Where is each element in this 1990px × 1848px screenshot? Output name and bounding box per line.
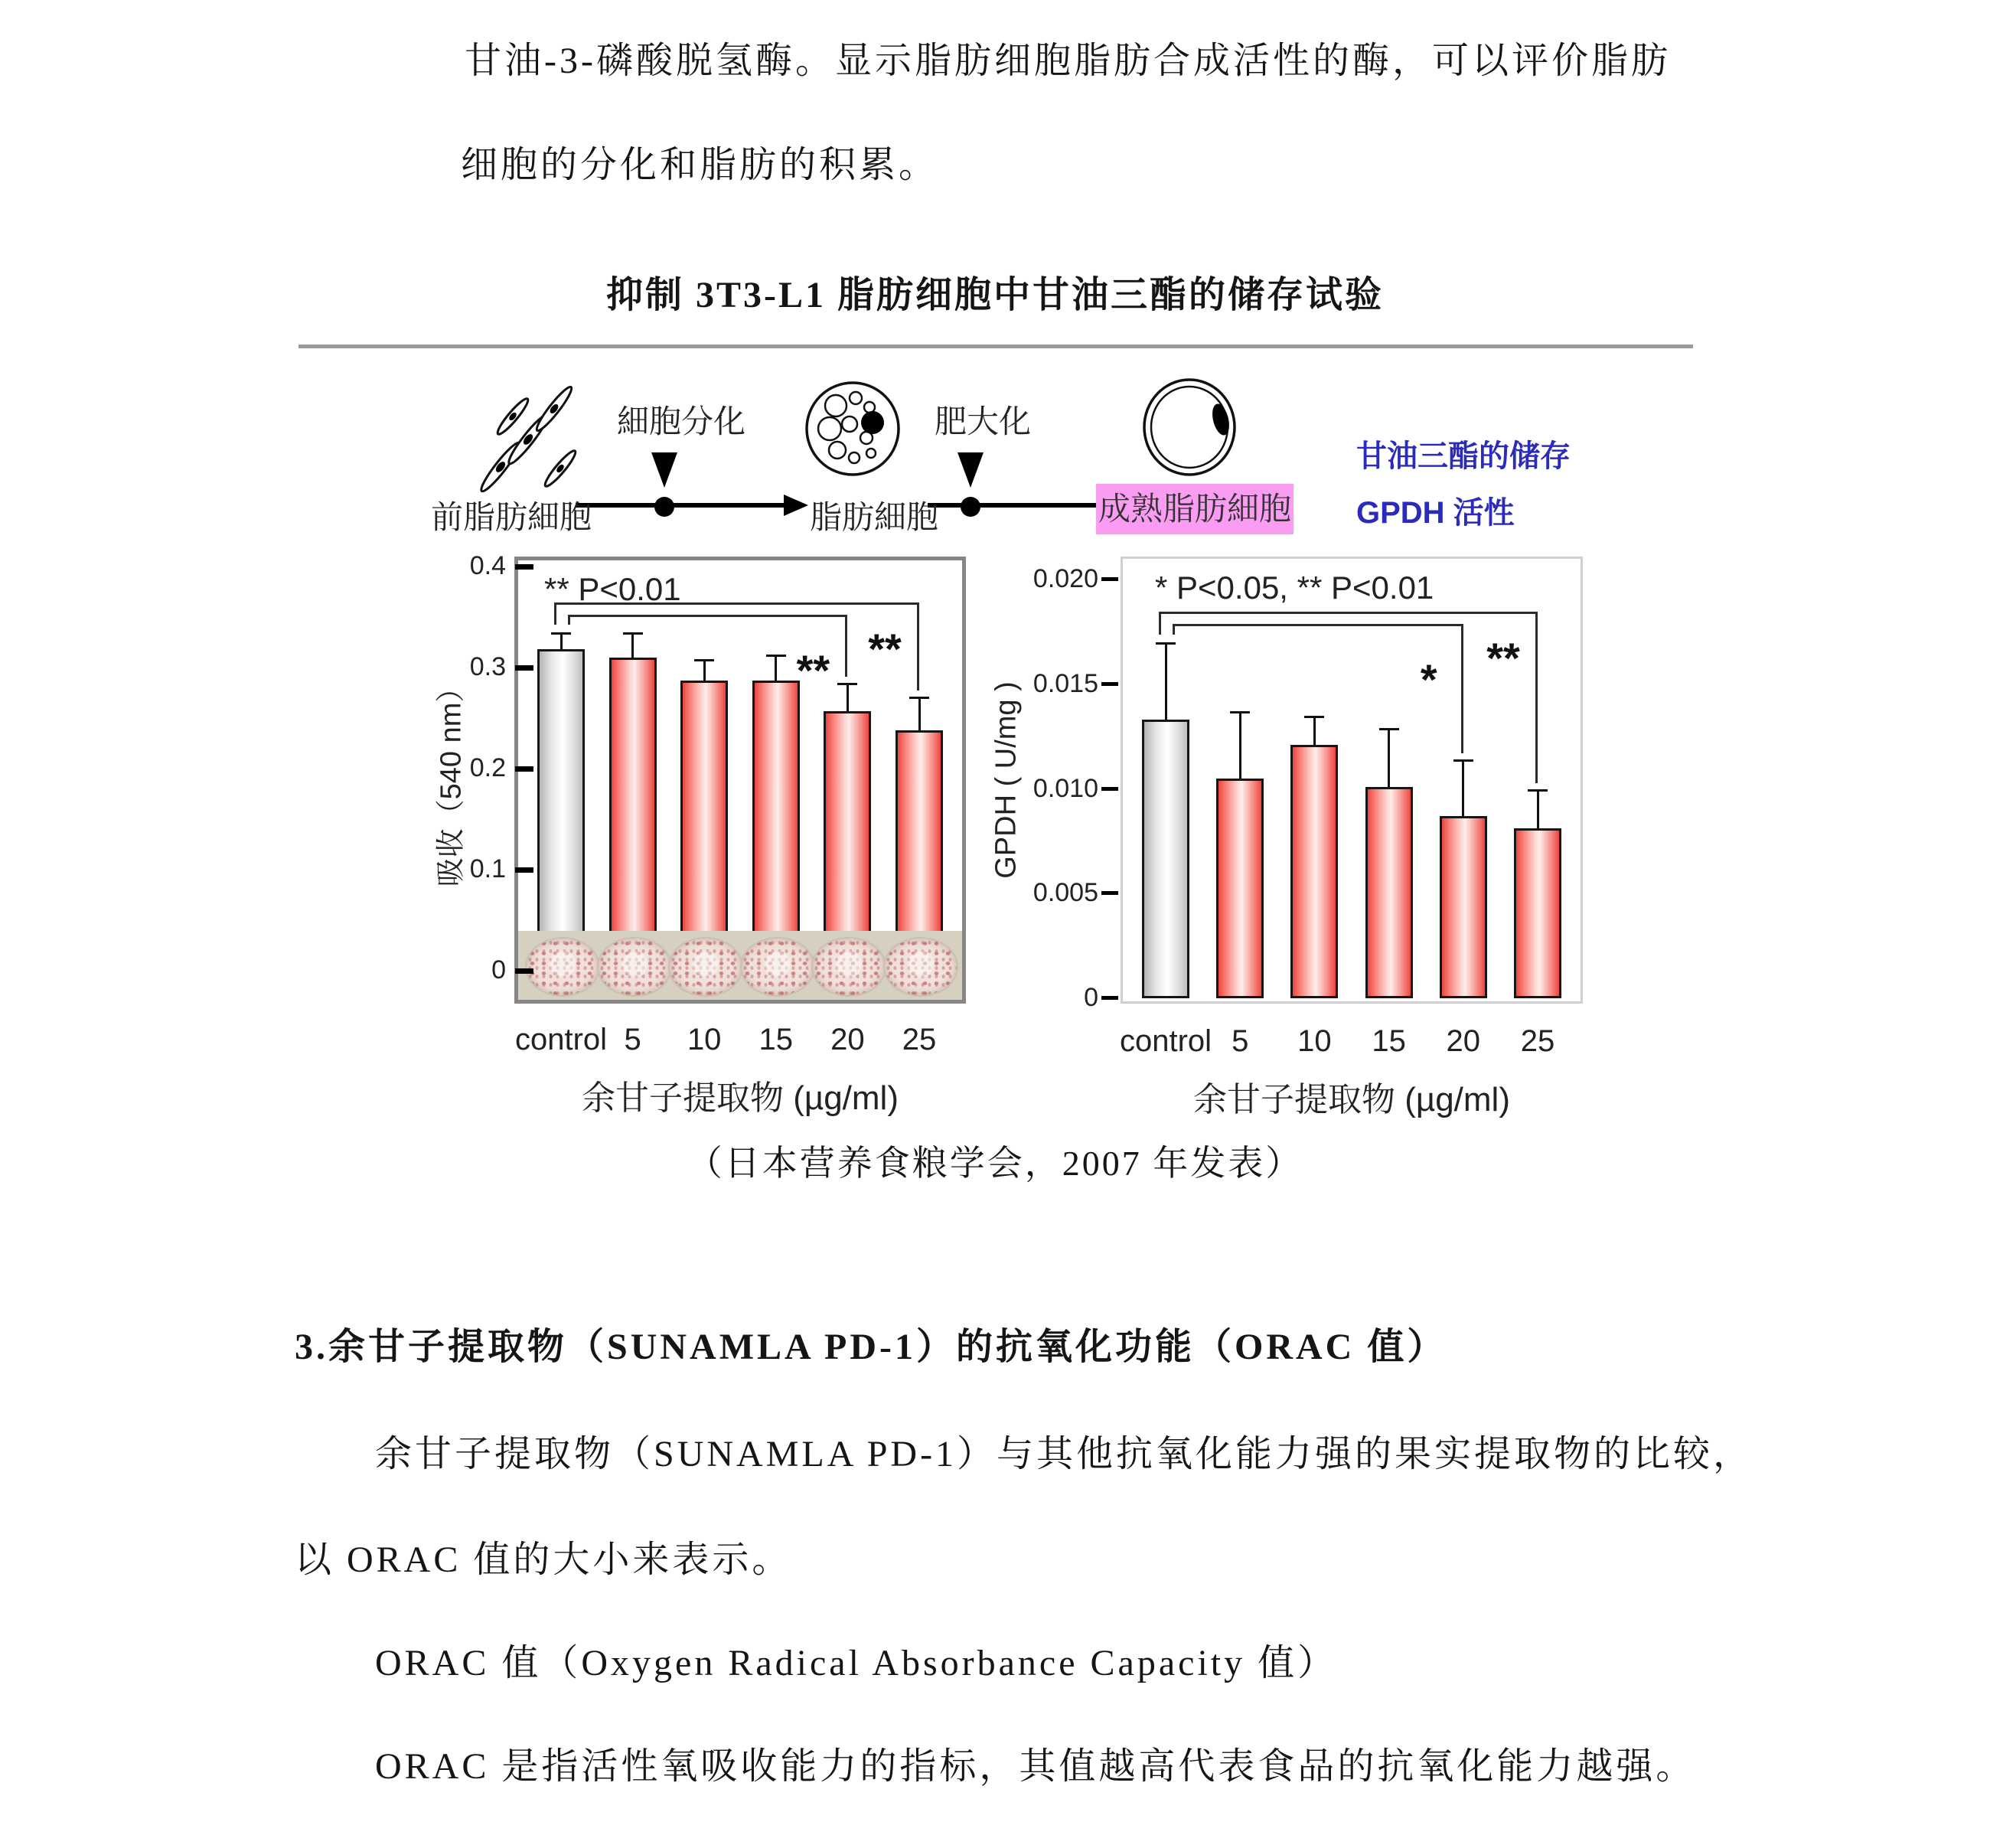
y-tick xyxy=(1101,787,1118,791)
p-value-note: ** P<0.01 xyxy=(544,571,681,607)
y-tick-label: 0 xyxy=(1084,983,1098,1012)
error-bar-cap xyxy=(909,697,929,699)
bar-5 xyxy=(609,658,657,971)
arrow1-head-icon xyxy=(784,495,808,516)
y-tick xyxy=(515,867,533,873)
body-line-1: 余甘子提取物（SUNAMLA PD-1）与其他抗氧化能力强的果实提取物的比较， xyxy=(375,1434,1753,1474)
y-axis-label: 吸收（540 nm） xyxy=(435,673,468,887)
y-axis-label: GPDH ( U/mg ) xyxy=(990,681,1023,879)
error-bar xyxy=(631,632,634,658)
y-tick xyxy=(515,766,533,772)
sig-label: ** xyxy=(796,646,830,694)
y-tick-label: 0.2 xyxy=(469,753,506,782)
error-bar-cap xyxy=(1528,789,1548,792)
error-bar xyxy=(703,659,706,681)
figure-caption: （日本营养食粮学会，2007 年发表） xyxy=(687,1144,1303,1183)
stained-dish-photo xyxy=(883,937,958,997)
stained-dish-photo xyxy=(597,937,672,997)
note-gpdh-activity: GPDH 活性 xyxy=(1356,496,1515,530)
arrow2-line xyxy=(928,503,1119,508)
x-tick-label: 5 xyxy=(624,1023,641,1056)
sig-bracket xyxy=(1173,624,1463,626)
intro-line-2: 细胞的分化和脂肪的积累。 xyxy=(461,145,939,185)
error-bar-cap xyxy=(1379,728,1399,730)
inhibition-marker-icon xyxy=(957,452,984,488)
process2-label: 肥大化 xyxy=(934,403,1031,439)
error-bar-cap xyxy=(1453,759,1473,762)
bar-15 xyxy=(1365,787,1413,998)
error-bar xyxy=(1462,759,1464,816)
x-tick-label: 25 xyxy=(902,1023,937,1056)
x-tick-label: 15 xyxy=(1372,1024,1406,1058)
x-tick-label: 5 xyxy=(1232,1024,1249,1058)
stained-dish-photo xyxy=(668,937,743,997)
x-tick-label: 20 xyxy=(1446,1024,1481,1058)
y-tick xyxy=(1101,682,1118,686)
sig-bracket xyxy=(568,615,570,625)
bar-5 xyxy=(1216,779,1264,998)
section-heading: 3.余甘子提取物（SUNAMLA PD-1）的抗氧化功能（ORAC 值） xyxy=(295,1327,1447,1367)
error-bar xyxy=(560,632,563,649)
y-tick xyxy=(1101,577,1118,581)
stained-dish-photo xyxy=(740,937,815,997)
error-bar-cap xyxy=(623,632,643,635)
body-line-3: ORAC 值（Oxygen Radical Absorbance Capacity 值） xyxy=(375,1643,1338,1683)
error-bar-cap xyxy=(694,659,714,661)
y-tick xyxy=(515,968,533,974)
error-bar xyxy=(1313,716,1316,745)
stage2-label: 脂肪細胞 xyxy=(810,499,939,535)
y-tick-label: 0.005 xyxy=(1033,878,1098,908)
absorbance-bar-chart xyxy=(435,551,966,1117)
x-tick-label: 25 xyxy=(1520,1024,1555,1058)
gpdh-bar-chart xyxy=(990,557,1583,1118)
error-bar xyxy=(1537,789,1539,829)
stained-dish-photo xyxy=(811,937,886,997)
bar-10 xyxy=(680,681,728,971)
error-bar-cap xyxy=(1304,716,1324,718)
sig-bracket xyxy=(1173,624,1175,635)
figure-title: 抑制 3T3-L1 脂肪细胞中甘油三酯的储存试验 xyxy=(605,275,1385,315)
error-bar xyxy=(1388,728,1390,787)
sig-bracket xyxy=(1159,612,1161,635)
y-tick xyxy=(515,564,533,570)
x-axis-title: 余甘子提取物 (µg/ml) xyxy=(581,1079,899,1117)
body-line-4: ORAC 是指活性氧吸收能力的指标，其值越高代表食品的抗氧化能力越强。 xyxy=(375,1746,1696,1787)
stage3-label-highlight: 成熟脂肪細胞 xyxy=(1096,484,1294,534)
bar-25 xyxy=(1514,828,1561,998)
intro-line-1: 甘油-3-磷酸脱氢酶。显示脂肪细胞脂肪合成活性的酶，可以评价脂肪 xyxy=(465,41,1671,81)
process1-label: 細胞分化 xyxy=(616,403,745,439)
sig-label: ** xyxy=(868,625,902,673)
sig-bracket xyxy=(568,615,847,617)
error-bar xyxy=(1239,711,1241,779)
error-bar-cap xyxy=(551,632,571,635)
stage1-label: 前脂肪細胞 xyxy=(431,499,592,535)
p-value-note: * P<0.05, ** P<0.01 xyxy=(1155,570,1434,606)
error-bar xyxy=(918,697,921,730)
y-tick xyxy=(1101,891,1118,895)
error-bar xyxy=(1165,642,1167,720)
x-tick-label: 20 xyxy=(830,1023,865,1056)
bar-15 xyxy=(752,681,800,971)
sig-label: ** xyxy=(1486,634,1520,682)
bar-10 xyxy=(1290,745,1338,998)
mature-adipocyte-icon xyxy=(1137,374,1245,484)
inhibition-marker-icon xyxy=(651,452,677,488)
x-tick-label: control xyxy=(1119,1024,1212,1058)
y-tick-label: 0.1 xyxy=(469,854,506,883)
preadipocyte-cells-icon xyxy=(468,377,610,503)
sig-bracket xyxy=(1159,612,1538,614)
photo-strip xyxy=(518,931,962,1000)
y-tick-label: 0.015 xyxy=(1033,668,1098,698)
y-tick-label: 0 xyxy=(491,955,506,984)
x-tick-label: 10 xyxy=(1297,1024,1332,1058)
stained-dish-photo xyxy=(525,937,600,997)
arrow1-line xyxy=(576,503,784,508)
y-tick xyxy=(1101,996,1118,1000)
y-tick-label: 0.020 xyxy=(1033,564,1098,593)
bar-control xyxy=(537,649,585,971)
y-tick-label: 0.4 xyxy=(469,551,506,580)
bar-20 xyxy=(1440,816,1487,998)
x-tick-label: control xyxy=(514,1023,608,1056)
y-tick-label: 0.3 xyxy=(469,652,506,681)
y-tick-label: 0.010 xyxy=(1033,773,1098,803)
error-bar-cap xyxy=(1156,642,1176,645)
x-tick-label: 10 xyxy=(687,1023,722,1056)
sig-label: * xyxy=(1420,655,1437,704)
bar-control xyxy=(1142,720,1189,998)
note-triglyceride-storage: 甘油三酯的储存 xyxy=(1356,439,1571,473)
adipocyte-cell-icon xyxy=(802,374,905,488)
error-bar-cap xyxy=(1230,711,1250,713)
body-line-2: 以 ORAC 值的大小来表示。 xyxy=(295,1539,792,1580)
figure-top-rule xyxy=(298,344,1693,348)
x-tick-label: 15 xyxy=(758,1023,794,1056)
x-axis-title: 余甘子提取物 (µg/ml) xyxy=(1192,1081,1510,1118)
y-tick xyxy=(515,665,533,671)
